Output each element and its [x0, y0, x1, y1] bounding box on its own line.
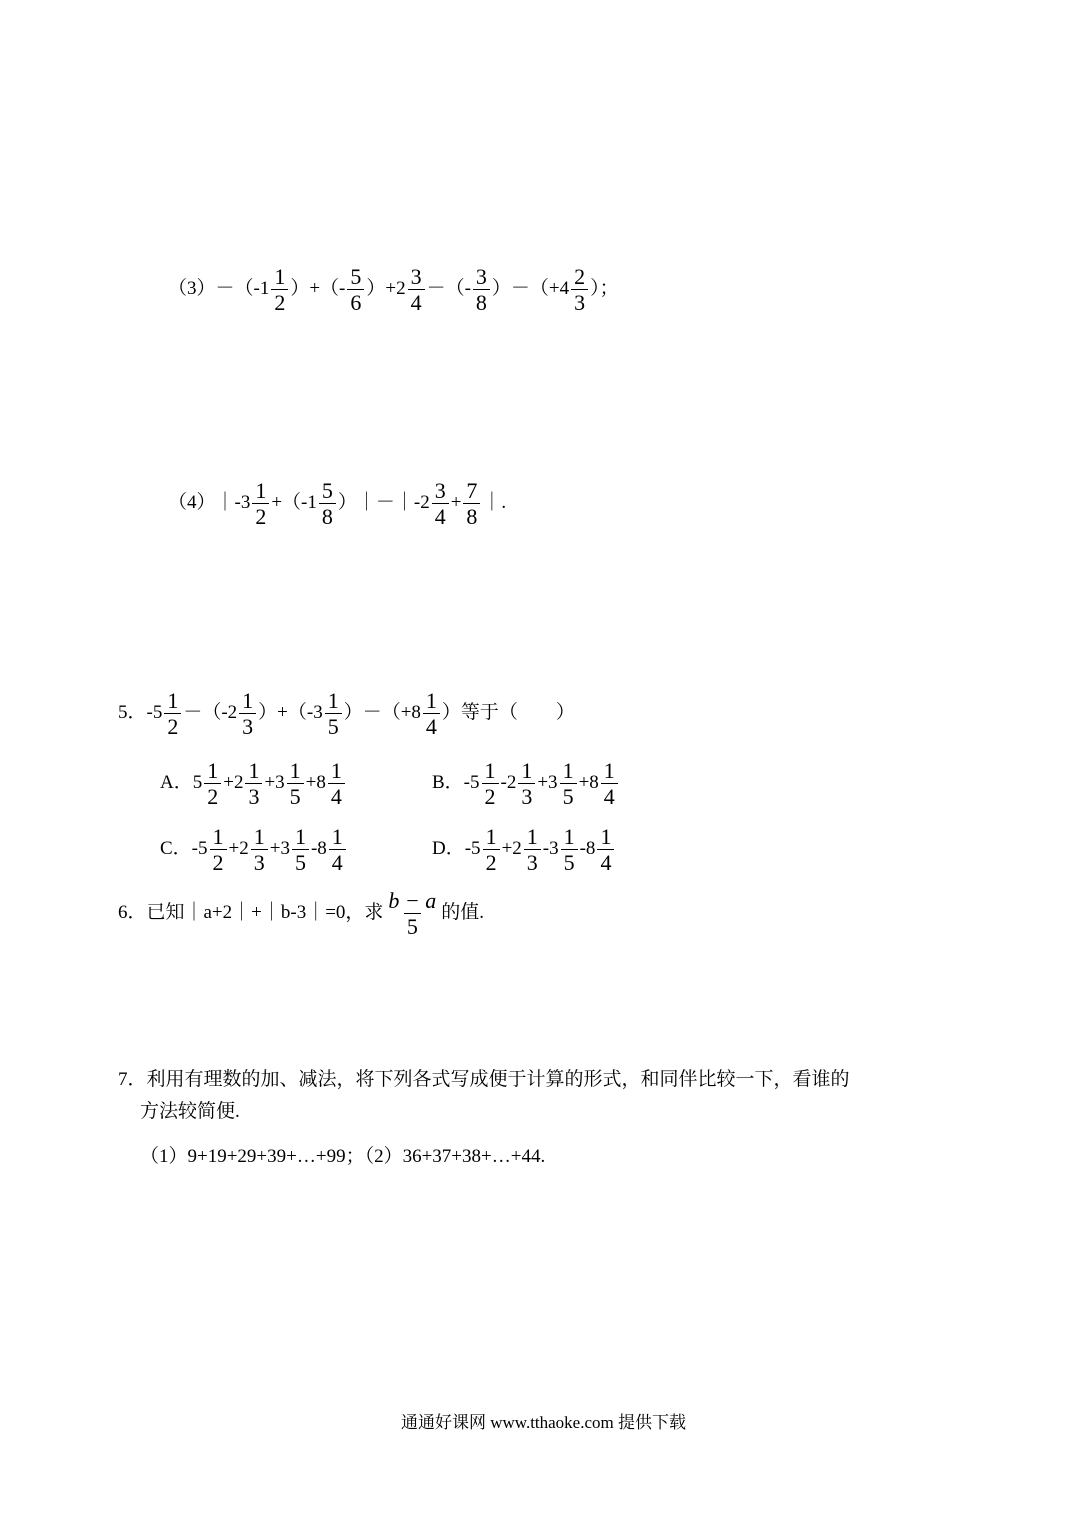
fraction — [597, 824, 614, 876]
denominator: 5 — [292, 849, 309, 875]
option-d — [432, 824, 616, 876]
fraction — [251, 824, 268, 876]
fraction — [252, 478, 269, 530]
expr-text: ）－（+8 — [343, 702, 421, 724]
numerator: 1 — [274, 264, 286, 289]
fraction — [325, 688, 342, 740]
fraction — [463, 478, 480, 530]
denominator: 5 — [287, 783, 304, 809]
problem-3 — [168, 264, 619, 316]
denominator: 4 — [597, 849, 614, 875]
fraction — [423, 688, 440, 740]
denominator: 4 — [601, 783, 618, 809]
numerator: 1 — [526, 824, 538, 849]
fraction — [483, 824, 500, 876]
expr-text: ）等于（ ） — [441, 702, 575, 724]
numerator: 1 — [212, 824, 224, 849]
numerator: 2 — [574, 264, 586, 289]
numerator: 7 — [466, 478, 478, 503]
denominator: 3 — [245, 783, 262, 809]
numerator: 1 — [521, 758, 533, 783]
denominator: 4 — [408, 289, 425, 315]
option-text: +3 — [537, 772, 558, 794]
denominator: 4 — [328, 783, 345, 809]
denominator: 3 — [239, 713, 256, 739]
option-text: +3 — [264, 772, 285, 794]
denominator: 5 — [404, 913, 421, 939]
fraction — [518, 758, 535, 810]
denominator: 2 — [271, 289, 288, 315]
numerator: 1 — [294, 824, 306, 849]
denominator: 4 — [423, 713, 440, 739]
expr-text: －（- — [426, 278, 471, 300]
denominator: 2 — [252, 503, 269, 529]
numerator: 1 — [563, 824, 575, 849]
fraction — [319, 478, 336, 530]
fraction — [571, 264, 588, 316]
fraction — [328, 758, 345, 810]
denominator: 4 — [329, 849, 346, 875]
expr-text: ｜. — [482, 492, 507, 514]
numerator: 1 — [484, 758, 496, 783]
denominator: 8 — [463, 503, 480, 529]
problem-4 — [168, 478, 506, 530]
denominator: 8 — [473, 289, 490, 315]
fraction — [347, 264, 364, 316]
fraction — [245, 758, 262, 810]
problem-6 — [118, 888, 484, 940]
denominator: 2 — [482, 783, 499, 809]
denominator: 3 — [524, 849, 541, 875]
expr-text: 5．-5 — [118, 702, 163, 724]
fraction — [560, 758, 577, 810]
option-a — [160, 758, 347, 810]
option-text: C．-5 — [160, 838, 208, 860]
fraction — [287, 758, 304, 810]
fraction — [601, 758, 618, 810]
option-text: +2 — [223, 772, 244, 794]
numerator: 5 — [350, 264, 362, 289]
fraction — [239, 688, 256, 740]
numerator: 1 — [167, 688, 179, 713]
expr-text: + — [450, 492, 462, 514]
numerator: 1 — [207, 758, 219, 783]
expr-text: +（-1 — [271, 492, 317, 514]
expr-text: （3）－（-1 — [168, 278, 270, 300]
fraction — [292, 824, 309, 876]
option-text: A．5 — [160, 772, 203, 794]
numerator: 1 — [255, 478, 267, 503]
denominator: 3 — [251, 849, 268, 875]
option-c — [160, 824, 348, 876]
fraction — [432, 478, 449, 530]
fraction — [164, 688, 181, 740]
option-text: +8 — [578, 772, 599, 794]
fraction — [524, 824, 541, 876]
numerator: 1 — [330, 758, 342, 783]
fraction — [271, 264, 288, 316]
fraction — [482, 758, 499, 810]
denominator: 5 — [560, 783, 577, 809]
denominator: 5 — [561, 849, 578, 875]
option-text: -2 — [500, 772, 517, 794]
numerator: 3 — [434, 478, 446, 503]
option-text: -8 — [310, 838, 327, 860]
problem-7-line-2: 方法较简便. — [140, 1101, 240, 1122]
numerator: 1 — [331, 824, 343, 849]
problem-7-line-3: （1）9+19+29+39+…+99；（2）36+37+38+…+44. — [140, 1146, 546, 1167]
denominator: 3 — [518, 783, 535, 809]
denominator: 5 — [325, 713, 342, 739]
denominator: 6 — [347, 289, 364, 315]
option-text: +2 — [228, 838, 249, 860]
numerator: 1 — [603, 758, 615, 783]
option-text: D．-5 — [432, 838, 481, 860]
numerator: 1 — [327, 688, 339, 713]
problem-7-line-1: 7．利用有理数的加、减法，将下列各式写成便于计算的形式，和同伴比较一下，看谁的 — [118, 1069, 850, 1090]
option-b — [432, 758, 620, 810]
expr-text: ）+2 — [366, 278, 406, 300]
option-text: -8 — [579, 838, 596, 860]
numerator: 5 — [321, 478, 333, 503]
numerator: 1 — [289, 758, 301, 783]
expr-text: 的值. — [441, 902, 485, 924]
fraction — [408, 264, 425, 316]
numerator: 1 — [253, 824, 265, 849]
numerator: 1 — [242, 688, 254, 713]
expr-text: ）； — [590, 278, 619, 300]
numerator: 1 — [600, 824, 612, 849]
numerator: 3 — [410, 264, 422, 289]
numerator: 1 — [562, 758, 574, 783]
denominator: 2 — [164, 713, 181, 739]
denominator: 2 — [483, 849, 500, 875]
fraction — [473, 264, 490, 316]
expr-text: ）+（-3 — [258, 702, 323, 724]
option-text: -3 — [542, 838, 559, 860]
numerator: 3 — [475, 264, 487, 289]
option-text: +8 — [305, 772, 326, 794]
option-text: +3 — [269, 838, 290, 860]
numerator: b − a — [388, 888, 437, 913]
denominator: 3 — [571, 289, 588, 315]
expr-text: ）－（+4 — [491, 278, 570, 300]
fraction — [329, 824, 346, 876]
expr-text: ）｜－｜-2 — [337, 492, 430, 514]
fraction — [210, 824, 227, 876]
problem-5 — [118, 688, 575, 740]
numerator: 1 — [485, 824, 497, 849]
numerator: 1 — [425, 688, 437, 713]
fraction — [385, 888, 439, 940]
denominator: 2 — [210, 849, 227, 875]
denominator: 4 — [432, 503, 449, 529]
denominator: 8 — [319, 503, 336, 529]
numerator: 1 — [248, 758, 260, 783]
page-footer: 通通好课网 www.tthaoke.com 提供下载 — [400, 1413, 687, 1432]
expr-text: －（-2 — [183, 702, 238, 724]
denominator: 2 — [204, 783, 221, 809]
fraction — [561, 824, 578, 876]
fraction — [204, 758, 221, 810]
expr-text: ）+（- — [290, 278, 346, 300]
expr-text: （4）｜-3 — [168, 492, 251, 514]
option-text: +2 — [501, 838, 522, 860]
expr-text: 6．已知｜a+2｜+｜b-3｜=0，求 — [118, 902, 384, 924]
option-text: B．-5 — [432, 772, 480, 794]
